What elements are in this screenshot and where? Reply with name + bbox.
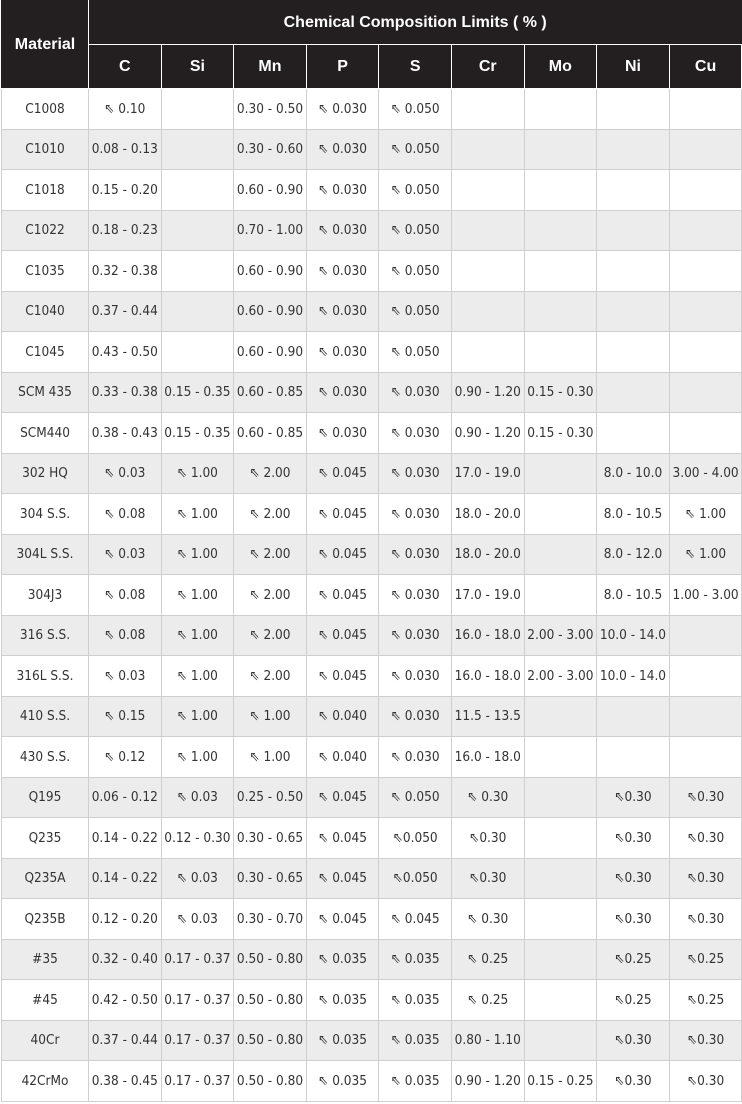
table-row — [2, 575, 742, 616]
cell-mo — [524, 453, 597, 494]
cell-cu: ⇖0.30 — [669, 1061, 742, 1102]
cell-cr: 16.0 - 18.0 — [451, 737, 524, 778]
element-header-s: S — [379, 45, 452, 89]
cell-cu — [669, 656, 742, 697]
cell-s: ⇖ 0.050 — [379, 210, 452, 251]
cell-mn: 0.50 - 0.80 — [234, 1020, 307, 1061]
table-row — [2, 656, 742, 697]
table-row — [2, 494, 742, 535]
cell-c: ⇖ 0.15 — [89, 696, 162, 737]
cell-p: ⇖ 0.030 — [306, 291, 379, 332]
material-name-cell: C1010 — [2, 129, 89, 170]
cell-cr: 17.0 - 19.0 — [451, 575, 524, 616]
cell-mo — [524, 534, 597, 575]
cell-p: ⇖ 0.045 — [306, 858, 379, 899]
cell-p: ⇖ 0.035 — [306, 1061, 379, 1102]
cell-p: ⇖ 0.035 — [306, 980, 379, 1021]
cell-mn: 0.50 - 0.80 — [234, 1061, 307, 1102]
table-row — [2, 1061, 742, 1102]
cell-p: ⇖ 0.045 — [306, 777, 379, 818]
cell-mn: ⇖ 2.00 — [234, 575, 307, 616]
cell-cr — [451, 210, 524, 251]
cell-ni: 8.0 - 10.0 — [597, 453, 670, 494]
cell-c: 0.32 - 0.40 — [89, 939, 162, 980]
cell-ni: 8.0 - 10.5 — [597, 575, 670, 616]
cell-p: ⇖ 0.045 — [306, 453, 379, 494]
table-body — [2, 89, 742, 1102]
cell-s: ⇖0.050 — [379, 858, 452, 899]
cell-s: ⇖ 0.035 — [379, 1020, 452, 1061]
cell-mn: 0.60 - 0.90 — [234, 170, 307, 211]
cell-cr: 18.0 - 20.0 — [451, 534, 524, 575]
cell-cu: ⇖ 1.00 — [669, 494, 742, 535]
cell-si: 0.17 - 0.37 — [161, 980, 234, 1021]
cell-mn: ⇖ 2.00 — [234, 494, 307, 535]
cell-cr: 17.0 - 19.0 — [451, 453, 524, 494]
cell-mo — [524, 575, 597, 616]
material-name-cell: 410 S.S. — [2, 696, 89, 737]
material-name-cell: #45 — [2, 980, 89, 1021]
cell-cu: ⇖0.30 — [669, 818, 742, 859]
cell-p: ⇖ 0.045 — [306, 615, 379, 656]
cell-mn: 0.60 - 0.90 — [234, 332, 307, 373]
cell-ni: ⇖0.30 — [597, 1020, 670, 1061]
table-row — [2, 534, 742, 575]
cell-si — [161, 170, 234, 211]
cell-si: ⇖ 0.03 — [161, 858, 234, 899]
material-name-cell: Q235B — [2, 899, 89, 940]
cell-mn: ⇖ 2.00 — [234, 453, 307, 494]
cell-cr: 16.0 - 18.0 — [451, 615, 524, 656]
cell-p: ⇖ 0.030 — [306, 332, 379, 373]
element-header-p: P — [306, 45, 379, 89]
cell-c: 0.42 - 0.50 — [89, 980, 162, 1021]
cell-si: ⇖ 1.00 — [161, 453, 234, 494]
material-name-cell: Q195 — [2, 777, 89, 818]
cell-s: ⇖ 0.030 — [379, 737, 452, 778]
table-row — [2, 737, 742, 778]
cell-s: ⇖0.050 — [379, 818, 452, 859]
cell-p: ⇖ 0.030 — [306, 129, 379, 170]
cell-mo — [524, 818, 597, 859]
cell-c: 0.37 - 0.44 — [89, 1020, 162, 1061]
cell-mo — [524, 251, 597, 292]
cell-cu: ⇖0.30 — [669, 899, 742, 940]
cell-s: ⇖ 0.050 — [379, 89, 452, 130]
material-name-cell: SCM440 — [2, 413, 89, 454]
cell-c: ⇖ 0.03 — [89, 453, 162, 494]
cell-si: ⇖ 1.00 — [161, 534, 234, 575]
cell-ni — [597, 696, 670, 737]
material-name-cell: #35 — [2, 939, 89, 980]
cell-ni — [597, 251, 670, 292]
cell-si: ⇖ 1.00 — [161, 696, 234, 737]
cell-ni: ⇖0.25 — [597, 980, 670, 1021]
material-name-cell: 316 S.S. — [2, 615, 89, 656]
cell-mn: ⇖ 1.00 — [234, 696, 307, 737]
cell-mo — [524, 129, 597, 170]
cell-c: ⇖ 0.08 — [89, 615, 162, 656]
element-header-cu: Cu — [669, 45, 742, 89]
cell-c: ⇖ 0.08 — [89, 575, 162, 616]
cell-si: ⇖ 0.03 — [161, 777, 234, 818]
cell-mo — [524, 291, 597, 332]
cell-s: ⇖ 0.050 — [379, 777, 452, 818]
cell-p: ⇖ 0.045 — [306, 575, 379, 616]
material-name-cell: 304J3 — [2, 575, 89, 616]
table-row — [2, 89, 742, 130]
cell-cu: 1.00 - 3.00 — [669, 575, 742, 616]
table-row — [2, 980, 742, 1021]
table-row — [2, 858, 742, 899]
cell-cu — [669, 696, 742, 737]
cell-si: 0.15 - 0.35 — [161, 413, 234, 454]
table-row — [2, 453, 742, 494]
cell-c: ⇖ 0.08 — [89, 494, 162, 535]
cell-mo — [524, 899, 597, 940]
cell-cr: 0.90 - 1.20 — [451, 1061, 524, 1102]
cell-s: ⇖ 0.035 — [379, 939, 452, 980]
cell-cr: ⇖ 0.25 — [451, 980, 524, 1021]
cell-c: 0.14 - 0.22 — [89, 818, 162, 859]
cell-cu: 3.00 - 4.00 — [669, 453, 742, 494]
cell-mn: ⇖ 2.00 — [234, 534, 307, 575]
cell-si — [161, 89, 234, 130]
cell-cu — [669, 615, 742, 656]
table-row — [2, 615, 742, 656]
cell-si — [161, 291, 234, 332]
cell-s: ⇖ 0.030 — [379, 575, 452, 616]
chemical-composition-table — [1, 0, 742, 1102]
cell-cr: ⇖0.30 — [451, 858, 524, 899]
table-row — [2, 818, 742, 859]
cell-c: ⇖ 0.10 — [89, 89, 162, 130]
cell-s: ⇖ 0.030 — [379, 494, 452, 535]
table-row — [2, 332, 742, 373]
element-header-mo: Mo — [524, 45, 597, 89]
cell-mo — [524, 89, 597, 130]
cell-ni: ⇖0.30 — [597, 818, 670, 859]
cell-c: 0.32 - 0.38 — [89, 251, 162, 292]
cell-s: ⇖ 0.035 — [379, 980, 452, 1021]
cell-mo — [524, 980, 597, 1021]
cell-cr: 18.0 - 20.0 — [451, 494, 524, 535]
element-header-ni: Ni — [597, 45, 670, 89]
cell-s: ⇖ 0.050 — [379, 251, 452, 292]
table-row — [2, 372, 742, 413]
cell-cu: ⇖0.30 — [669, 777, 742, 818]
cell-si: ⇖ 1.00 — [161, 737, 234, 778]
cell-p: ⇖ 0.045 — [306, 899, 379, 940]
cell-mn: 0.60 - 0.85 — [234, 372, 307, 413]
table-row — [2, 413, 742, 454]
cell-mo — [524, 777, 597, 818]
cell-si: ⇖ 1.00 — [161, 615, 234, 656]
cell-ni — [597, 291, 670, 332]
cell-mo: 0.15 - 0.30 — [524, 372, 597, 413]
cell-cu — [669, 251, 742, 292]
cell-cr — [451, 170, 524, 211]
cell-ni — [597, 332, 670, 373]
material-name-cell: Q235 — [2, 818, 89, 859]
cell-s: ⇖ 0.045 — [379, 899, 452, 940]
cell-c: ⇖ 0.03 — [89, 534, 162, 575]
cell-mn: ⇖ 1.00 — [234, 737, 307, 778]
table-row — [2, 1020, 742, 1061]
cell-c: 0.08 - 0.13 — [89, 129, 162, 170]
cell-cr — [451, 89, 524, 130]
material-name-cell: SCM 435 — [2, 372, 89, 413]
material-name-cell: C1008 — [2, 89, 89, 130]
cell-s: ⇖ 0.030 — [379, 372, 452, 413]
table-row — [2, 291, 742, 332]
cell-s: ⇖ 0.030 — [379, 656, 452, 697]
header-row-elements — [2, 45, 742, 89]
cell-cr: 0.80 - 1.10 — [451, 1020, 524, 1061]
material-name-cell: C1045 — [2, 332, 89, 373]
cell-mn: 0.30 - 0.50 — [234, 89, 307, 130]
cell-mo — [524, 210, 597, 251]
cell-cu — [669, 89, 742, 130]
material-name-cell: 42CrMo — [2, 1061, 89, 1102]
table-row — [2, 899, 742, 940]
material-name-cell: 430 S.S. — [2, 737, 89, 778]
table-row — [2, 696, 742, 737]
cell-c: 0.38 - 0.45 — [89, 1061, 162, 1102]
table-row — [2, 939, 742, 980]
cell-cr: 11.5 - 13.5 — [451, 696, 524, 737]
cell-ni — [597, 89, 670, 130]
cell-p: ⇖ 0.030 — [306, 251, 379, 292]
cell-p: ⇖ 0.045 — [306, 818, 379, 859]
cell-mo — [524, 939, 597, 980]
material-name-cell: 304 S.S. — [2, 494, 89, 535]
cell-ni: ⇖0.30 — [597, 858, 670, 899]
cell-mo: 0.15 - 0.25 — [524, 1061, 597, 1102]
cell-cu — [669, 210, 742, 251]
cell-ni — [597, 210, 670, 251]
cell-si: ⇖ 1.00 — [161, 494, 234, 535]
cell-cr: 0.90 - 1.20 — [451, 372, 524, 413]
cell-cu: ⇖0.25 — [669, 980, 742, 1021]
cell-c: 0.06 - 0.12 — [89, 777, 162, 818]
cell-c: ⇖ 0.12 — [89, 737, 162, 778]
cell-s: ⇖ 0.030 — [379, 534, 452, 575]
cell-cr: ⇖ 0.30 — [451, 777, 524, 818]
cell-cu — [669, 332, 742, 373]
cell-ni: 8.0 - 10.5 — [597, 494, 670, 535]
cell-mn: 0.30 - 0.65 — [234, 858, 307, 899]
cell-p: ⇖ 0.030 — [306, 170, 379, 211]
cell-ni — [597, 372, 670, 413]
table-row — [2, 777, 742, 818]
cell-mo — [524, 696, 597, 737]
cell-mn: 0.60 - 0.90 — [234, 251, 307, 292]
cell-cu: ⇖0.30 — [669, 858, 742, 899]
table-header — [2, 1, 742, 89]
material-name-cell: C1035 — [2, 251, 89, 292]
cell-si: ⇖ 1.00 — [161, 656, 234, 697]
material-name-cell: C1040 — [2, 291, 89, 332]
cell-cu — [669, 372, 742, 413]
cell-ni: 8.0 - 12.0 — [597, 534, 670, 575]
cell-mn: 0.30 - 0.70 — [234, 899, 307, 940]
cell-cu — [669, 129, 742, 170]
cell-c: 0.12 - 0.20 — [89, 899, 162, 940]
cell-mo — [524, 494, 597, 535]
cell-mn: 0.60 - 0.90 — [234, 291, 307, 332]
cell-cr: 16.0 - 18.0 — [451, 656, 524, 697]
cell-si: 0.12 - 0.30 — [161, 818, 234, 859]
cell-mo — [524, 858, 597, 899]
cell-s: ⇖ 0.050 — [379, 291, 452, 332]
cell-p: ⇖ 0.045 — [306, 534, 379, 575]
material-name-cell: Q235A — [2, 858, 89, 899]
cell-s: ⇖ 0.030 — [379, 413, 452, 454]
cell-cu — [669, 413, 742, 454]
cell-s: ⇖ 0.050 — [379, 332, 452, 373]
cell-si: ⇖ 0.03 — [161, 899, 234, 940]
composition-group-header: Chemical Composition Limits ( % ) — [89, 1, 742, 45]
table-row — [2, 210, 742, 251]
material-column-header: Material — [2, 1, 89, 89]
cell-cr: ⇖ 0.25 — [451, 939, 524, 980]
cell-ni — [597, 413, 670, 454]
cell-si — [161, 129, 234, 170]
cell-si — [161, 332, 234, 373]
cell-c: 0.43 - 0.50 — [89, 332, 162, 373]
cell-mo — [524, 737, 597, 778]
cell-mn: 0.30 - 0.65 — [234, 818, 307, 859]
table-row — [2, 129, 742, 170]
cell-cu — [669, 170, 742, 211]
cell-mn: 0.60 - 0.85 — [234, 413, 307, 454]
cell-cr: ⇖ 0.30 — [451, 899, 524, 940]
cell-s: ⇖ 0.030 — [379, 615, 452, 656]
cell-cr — [451, 332, 524, 373]
material-name-cell: 302 HQ — [2, 453, 89, 494]
cell-ni: ⇖0.30 — [597, 1061, 670, 1102]
cell-mo — [524, 1020, 597, 1061]
cell-mn: ⇖ 2.00 — [234, 615, 307, 656]
material-name-cell: 316L S.S. — [2, 656, 89, 697]
cell-cr: 0.90 - 1.20 — [451, 413, 524, 454]
cell-p: ⇖ 0.030 — [306, 372, 379, 413]
cell-si — [161, 210, 234, 251]
cell-c: 0.38 - 0.43 — [89, 413, 162, 454]
cell-cr — [451, 291, 524, 332]
cell-p: ⇖ 0.045 — [306, 656, 379, 697]
cell-p: ⇖ 0.030 — [306, 413, 379, 454]
cell-cr: ⇖0.30 — [451, 818, 524, 859]
cell-s: ⇖ 0.035 — [379, 1061, 452, 1102]
cell-p: ⇖ 0.040 — [306, 696, 379, 737]
cell-mo: 2.00 - 3.00 — [524, 656, 597, 697]
cell-cu: ⇖ 1.00 — [669, 534, 742, 575]
cell-ni: 10.0 - 14.0 — [597, 615, 670, 656]
cell-c: ⇖ 0.03 — [89, 656, 162, 697]
cell-ni: ⇖0.30 — [597, 899, 670, 940]
cell-ni — [597, 170, 670, 211]
cell-cu: ⇖0.30 — [669, 1020, 742, 1061]
material-name-cell: 304L S.S. — [2, 534, 89, 575]
cell-si: 0.17 - 0.37 — [161, 939, 234, 980]
cell-mn: 0.50 - 0.80 — [234, 980, 307, 1021]
cell-p: ⇖ 0.040 — [306, 737, 379, 778]
element-header-mn: Mn — [234, 45, 307, 89]
cell-cu: ⇖0.25 — [669, 939, 742, 980]
cell-ni: 10.0 - 14.0 — [597, 656, 670, 697]
material-name-cell: 40Cr — [2, 1020, 89, 1061]
cell-p: ⇖ 0.035 — [306, 1020, 379, 1061]
cell-p: ⇖ 0.045 — [306, 494, 379, 535]
table-row — [2, 251, 742, 292]
cell-c: 0.18 - 0.23 — [89, 210, 162, 251]
element-header-si: Si — [161, 45, 234, 89]
cell-mn: 0.50 - 0.80 — [234, 939, 307, 980]
cell-mo — [524, 170, 597, 211]
cell-cu — [669, 737, 742, 778]
cell-cr — [451, 251, 524, 292]
table-row — [2, 170, 742, 211]
cell-si: 0.17 - 0.37 — [161, 1061, 234, 1102]
cell-c: 0.33 - 0.38 — [89, 372, 162, 413]
cell-p: ⇖ 0.030 — [306, 210, 379, 251]
element-header-cr: Cr — [451, 45, 524, 89]
cell-mn: ⇖ 2.00 — [234, 656, 307, 697]
cell-cu — [669, 291, 742, 332]
cell-ni — [597, 129, 670, 170]
cell-p: ⇖ 0.035 — [306, 939, 379, 980]
cell-s: ⇖ 0.050 — [379, 129, 452, 170]
material-name-cell: C1018 — [2, 170, 89, 211]
header-row-group — [2, 1, 742, 45]
cell-s: ⇖ 0.030 — [379, 696, 452, 737]
cell-si: 0.17 - 0.37 — [161, 1020, 234, 1061]
cell-p: ⇖ 0.030 — [306, 89, 379, 130]
cell-mn: 0.70 - 1.00 — [234, 210, 307, 251]
material-name-cell: C1022 — [2, 210, 89, 251]
cell-ni: ⇖0.30 — [597, 777, 670, 818]
cell-ni — [597, 737, 670, 778]
cell-mn: 0.30 - 0.60 — [234, 129, 307, 170]
cell-si: 0.15 - 0.35 — [161, 372, 234, 413]
cell-si — [161, 251, 234, 292]
cell-si: ⇖ 1.00 — [161, 575, 234, 616]
cell-c: 0.15 - 0.20 — [89, 170, 162, 211]
cell-cr — [451, 129, 524, 170]
cell-c: 0.14 - 0.22 — [89, 858, 162, 899]
cell-mo: 0.15 - 0.30 — [524, 413, 597, 454]
cell-mo: 2.00 - 3.00 — [524, 615, 597, 656]
cell-mn: 0.25 - 0.50 — [234, 777, 307, 818]
cell-s: ⇖ 0.030 — [379, 453, 452, 494]
cell-mo — [524, 332, 597, 373]
element-header-c: C — [89, 45, 162, 89]
cell-c: 0.37 - 0.44 — [89, 291, 162, 332]
cell-ni: ⇖0.25 — [597, 939, 670, 980]
cell-s: ⇖ 0.050 — [379, 170, 452, 211]
